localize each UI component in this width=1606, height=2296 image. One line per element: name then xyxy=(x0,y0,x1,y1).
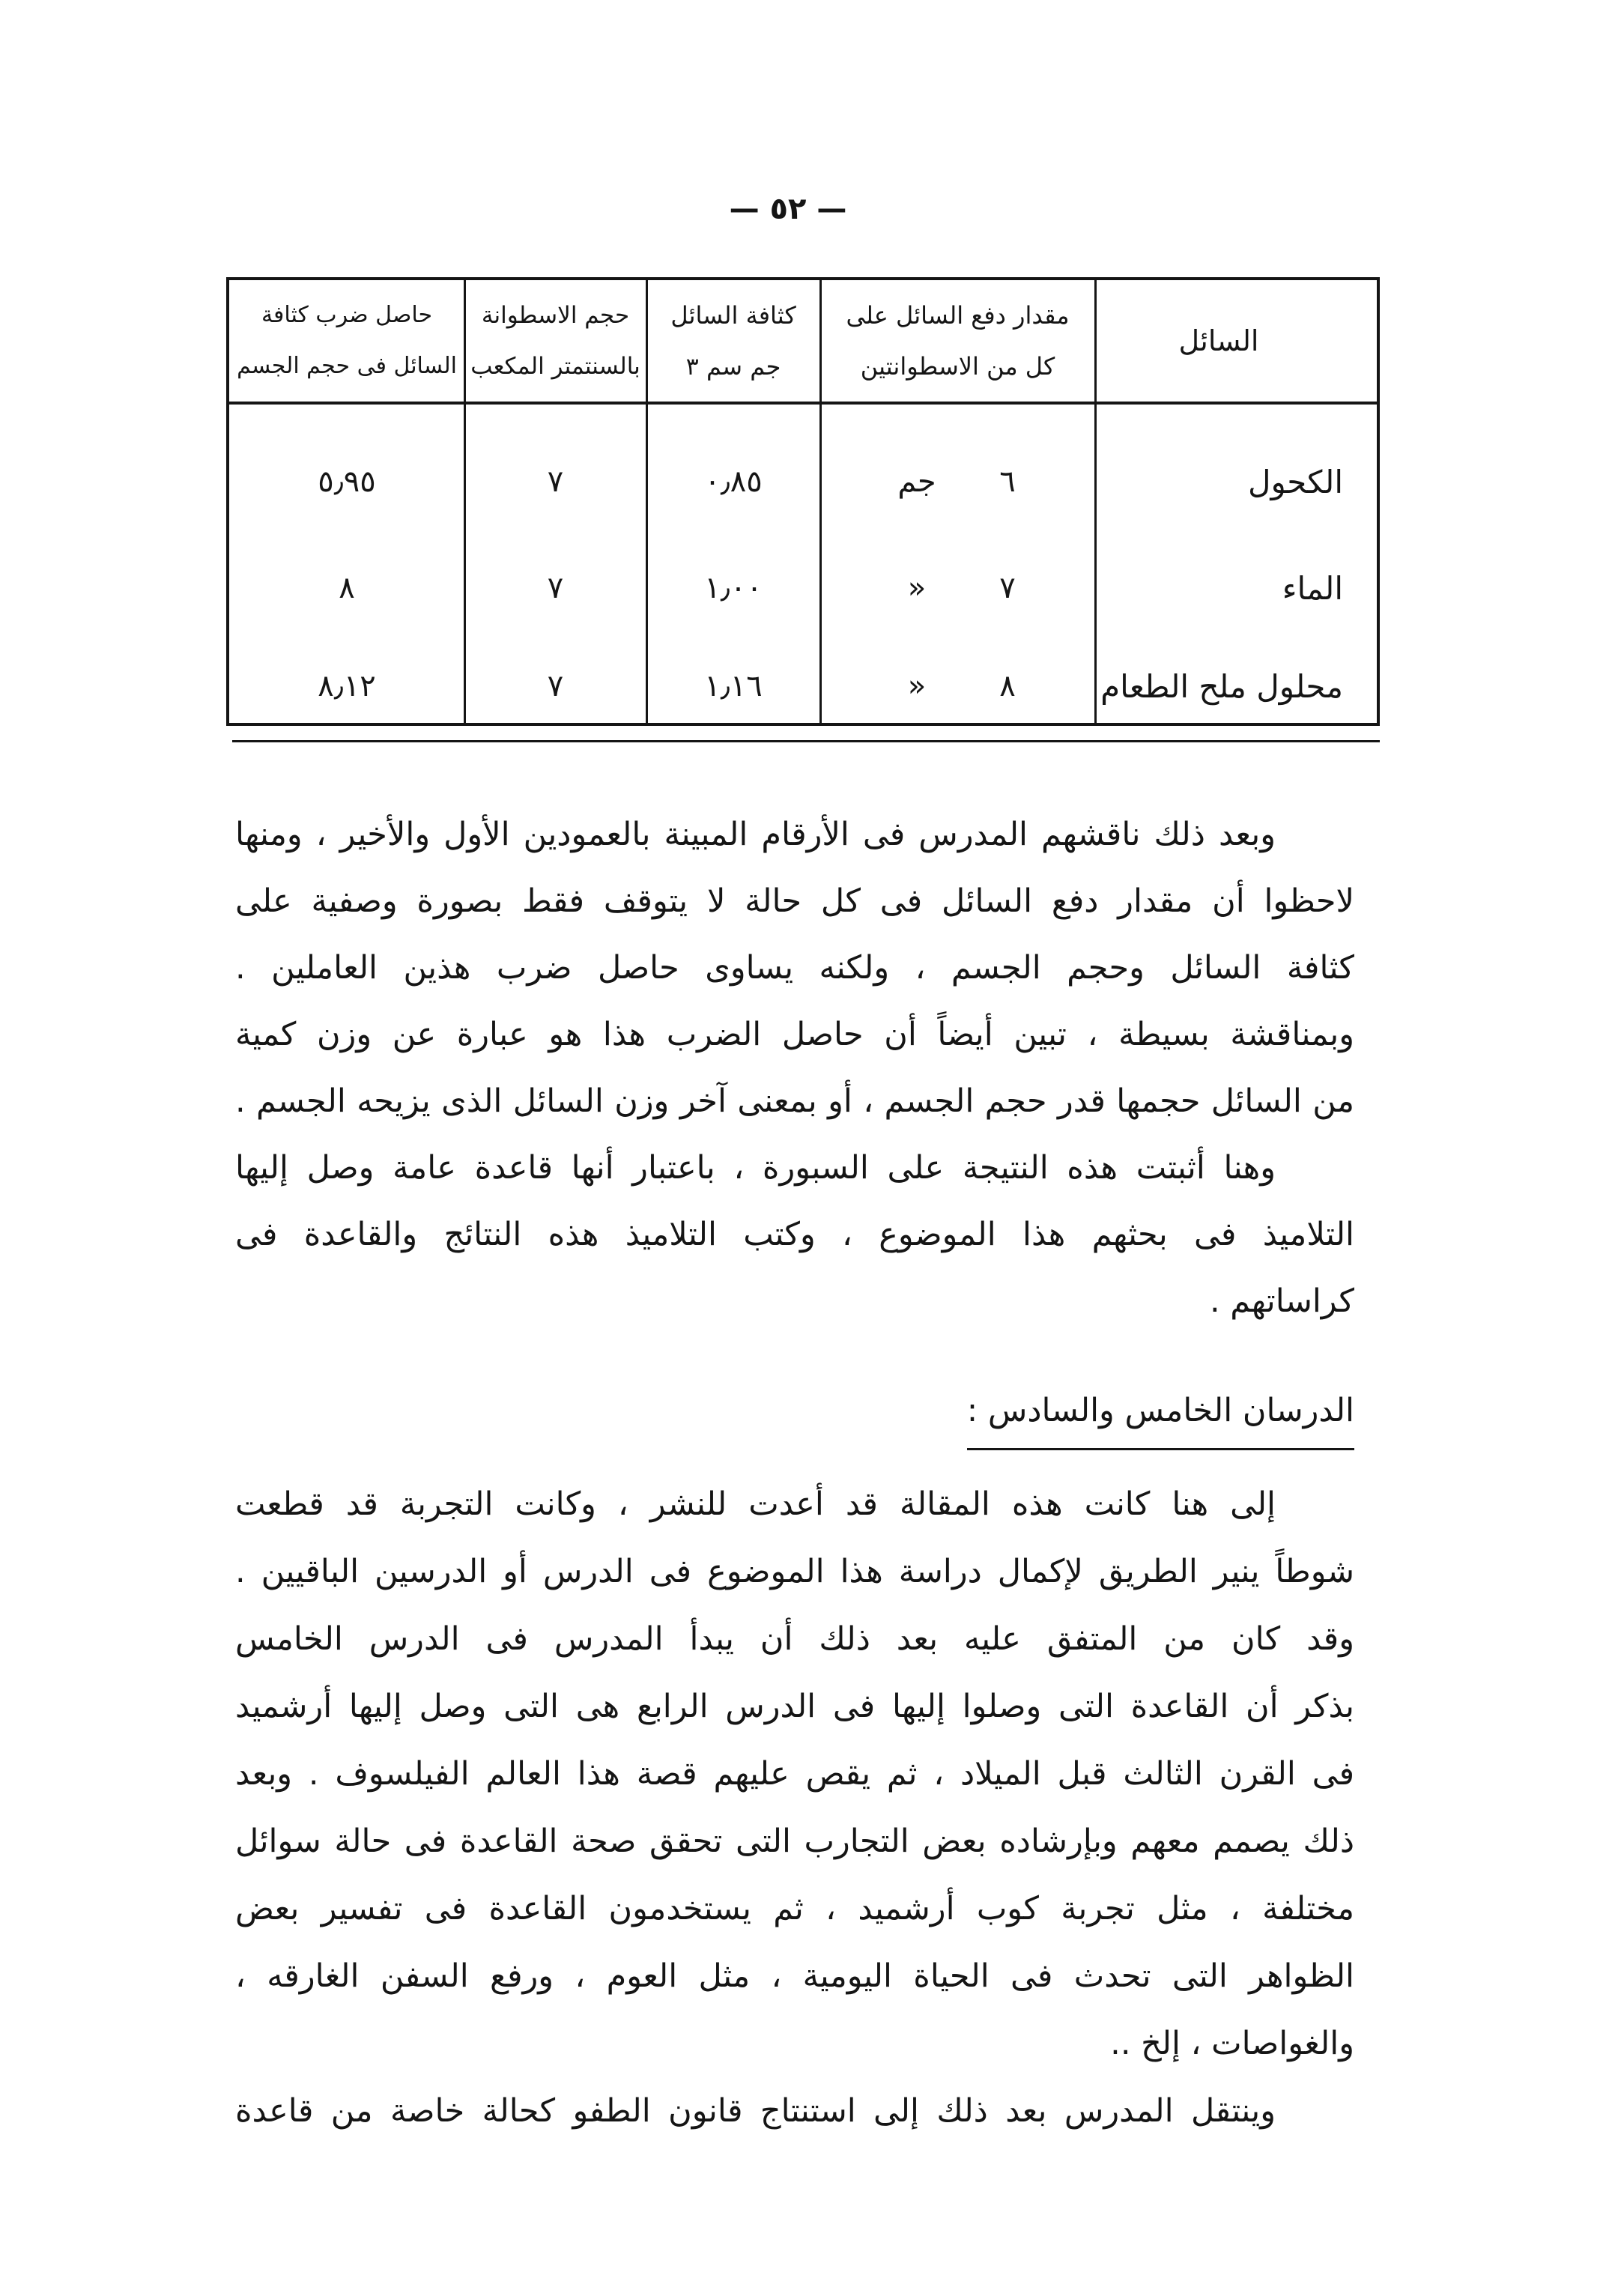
page-number: — ٥٢ — xyxy=(729,192,847,226)
text-line: من السائل حجمها قدر حجم الجسم ، أو بمعنى آخر وزن السائل الذى يزيحه الجسم . xyxy=(235,1082,1354,1120)
cell-product: ٥٫٩٥ xyxy=(318,464,376,499)
cell-buoyant-force xyxy=(820,656,1095,716)
text-line: وهنا أثبتت هذه النتيجة على السبورة ، باعتبار أنها قاعدة عامة وصل إليها xyxy=(235,1149,1276,1187)
text-line: وقد كان من المتفق عليه بعد ذلك أن يبدأ المدرس فى الدرس الخامس xyxy=(235,1620,1354,1658)
text-line: والغواصات ، إلخ .. xyxy=(1110,2025,1354,2062)
text-line: شوطاً ينير الطريق لإكمال دراسة هذا الموضوع فى الدرس أو الدرسين الباقيين . xyxy=(235,1553,1354,1590)
section-heading: الدرسان الخامس والسادس : xyxy=(967,1382,1354,1450)
cell-buoyant-force-value: ٨ xyxy=(999,669,1016,703)
text-line: فى القرن الثالث قبل الميلاد ، ثم يقص عليهم قصة هذا العالم الفيلسوف . وبعد xyxy=(235,1755,1354,1793)
text-line: الظواهر التى تحدث فى الحياة اليومية ، مثل العوم ، ورفع السفن الغارقه ، xyxy=(235,1957,1354,1995)
table-bottom-rule xyxy=(232,740,1380,742)
table-header-row xyxy=(229,280,1377,402)
header-divider xyxy=(229,402,1377,405)
text-line: بذكر أن القاعدة التى وصلوا إليها فى الدرس الرابع هى التى وصل إليها أرشميد xyxy=(235,1688,1354,1725)
text-line: كراساتهم . xyxy=(1209,1282,1354,1320)
cell-density: ١٫١٦ xyxy=(704,669,763,703)
cell-buoyant-force-value: ٧ xyxy=(999,571,1016,605)
text-line: وينتقل المدرس بعد ذلك إلى استنتاج قانون الطفو كحالة خاصة من قاعدة xyxy=(235,2092,1276,2130)
cell-buoyant-force xyxy=(820,452,1095,512)
body-text xyxy=(235,802,1354,2145)
cell-buoyant-force-unit: جم xyxy=(897,464,936,499)
table-header-product xyxy=(229,280,464,402)
section-heading-wrap xyxy=(235,1382,1354,1450)
cell-volume: ٧ xyxy=(547,571,564,605)
header-label: حجم الاسطوانة بالسنتمتر المكعب xyxy=(470,302,640,380)
paragraph xyxy=(235,802,1354,1135)
table-row xyxy=(229,558,1377,618)
paragraph xyxy=(235,1135,1354,1335)
table-row xyxy=(229,656,1377,716)
table-row xyxy=(229,452,1377,512)
paragraph xyxy=(235,2077,1354,2145)
text-line: إلى هنا كانت هذه المقالة قد أعدت للنشر ، وكانت التجربة قد قطعت xyxy=(235,1485,1276,1523)
cell-product: ٨ xyxy=(339,571,355,605)
header-label: كثافة السائل جم سم ٣ xyxy=(670,301,796,381)
cell-density: ١٫٠٠ xyxy=(704,571,763,605)
cell-volume: ٧ xyxy=(547,669,564,703)
cell-product: ٨٫١٢ xyxy=(318,669,376,703)
table-header-liquid xyxy=(1095,280,1377,402)
cell-buoyant-force-unit: » xyxy=(907,669,927,703)
header-label: حاصل ضرب كثافة السائل فى حجم الجسم xyxy=(237,302,457,379)
cell-density: ٠٫٨٥ xyxy=(704,464,763,499)
cell-liquid: الماء xyxy=(1282,569,1343,607)
text-line: لاحظوا أن مقدار دفع السائل فى كل حالة لا يتوقف فقط بصورة وصفية على xyxy=(235,882,1354,920)
paragraph xyxy=(235,1470,1354,2077)
cell-volume: ٧ xyxy=(547,464,564,499)
cell-liquid: محلول ملح الطعام xyxy=(1100,667,1343,705)
table-header-buoyant-force xyxy=(820,280,1095,402)
cell-buoyant-force xyxy=(820,558,1095,618)
data-table xyxy=(226,277,1380,726)
text-line: التلاميذ فى بحثهم هذا الموضوع ، وكتب التلاميذ هذه النتائج والقاعدة فى xyxy=(235,1216,1354,1253)
cell-liquid: الكحول xyxy=(1248,463,1343,500)
table-header-density xyxy=(646,280,820,402)
header-label: مقدار دفع السائل على كل من الاسطوانتين xyxy=(846,301,1070,381)
table-header-volume xyxy=(464,280,646,402)
text-line: مختلفة ، مثل تجربة كوب أرشميد ، ثم يستخدمون القاعدة فى تفسير بعض xyxy=(235,1890,1354,1927)
cell-buoyant-force-unit: » xyxy=(907,571,927,605)
text-line: وبمناقشة بسيطة ، تبين أيضاً أن حاصل الضرب هذا هو عبارة عن وزن كمية xyxy=(235,1016,1354,1053)
text-line: وبعد ذلك ناقشهم المدرس فى الأرقام المبينة بالعمودين الأول والأخير ، ومنها xyxy=(235,816,1276,853)
cell-buoyant-force-value: ٦ xyxy=(999,464,1016,499)
text-line: كثافة السائل وحجم الجسم ، ولكنه يساوى حاصل ضرب هذين العاملين . xyxy=(235,949,1354,987)
text-line: ذلك يصمم معهم وبإرشاده بعض التجارب التى تحقق صحة القاعدة فى حالة سوائل xyxy=(235,1823,1354,1860)
header-label: السائل xyxy=(1178,324,1259,357)
